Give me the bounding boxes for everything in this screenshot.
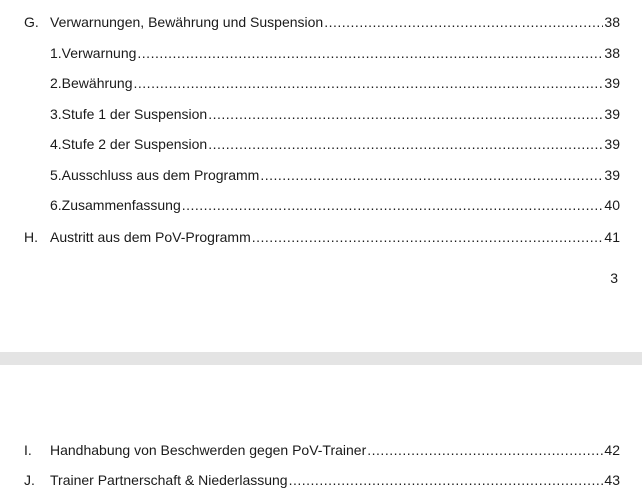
toc-entry-title: Handhabung von Beschwerden gegen PoV-Trainer	[50, 442, 367, 458]
toc-entry-title: Trainer Partnerschaft & Niederlassung	[50, 472, 288, 488]
toc-dot-leader	[260, 165, 603, 185]
toc-entry-g-4[interactable]	[50, 134, 620, 154]
toc-marker-j: J.	[24, 472, 35, 488]
toc-entry-title: 3.Stufe 1 der Suspension	[50, 106, 208, 122]
toc-entry-page: 39	[604, 106, 620, 122]
toc-dot-leader	[208, 104, 603, 124]
page-number: 3	[610, 270, 618, 286]
toc-dot-leader	[182, 195, 604, 215]
toc-entry-g-5[interactable]	[50, 165, 620, 185]
toc-entry-page: 41	[604, 229, 620, 245]
toc-marker-h: H.	[24, 229, 38, 245]
toc-entry-page: 40	[604, 197, 620, 213]
toc-marker-i: I.	[24, 442, 32, 458]
toc-dot-leader	[208, 134, 603, 154]
toc-entry-title: 2.Bewährung	[50, 75, 133, 91]
toc-dot-leader	[367, 440, 603, 460]
toc-entry-h[interactable]	[50, 227, 620, 247]
toc-entry-page: 43	[604, 472, 620, 488]
toc-dot-leader	[137, 43, 603, 63]
toc-marker-g: G.	[24, 14, 39, 30]
toc-entry-page: 39	[604, 136, 620, 152]
toc-entry-i[interactable]	[50, 440, 620, 460]
document-page-2	[0, 365, 642, 497]
toc-entry-page: 39	[604, 167, 620, 183]
toc-entry-g-3[interactable]	[50, 104, 620, 124]
toc-dot-leader	[324, 12, 603, 32]
toc-entry-page: 42	[604, 442, 620, 458]
toc-entry-g-6[interactable]	[50, 195, 620, 215]
toc-entry-title: 6.Zusammenfassung	[50, 197, 181, 213]
toc-dot-leader	[289, 470, 604, 490]
toc-entry-title: Austritt aus dem PoV-Programm	[50, 229, 251, 245]
toc-entry-page: 38	[604, 45, 620, 61]
toc-entry-g-1[interactable]	[50, 43, 620, 63]
toc-dot-leader	[134, 73, 604, 93]
toc-entry-title: 1.Verwarnung	[50, 45, 137, 61]
toc-dot-leader	[252, 227, 604, 247]
toc-entry-j[interactable]	[50, 470, 620, 490]
page-separator	[0, 352, 642, 365]
toc-entry-page: 39	[604, 75, 620, 91]
toc-entry-page: 38	[604, 14, 620, 30]
toc-entry-g-2[interactable]	[50, 73, 620, 93]
toc-entry-title: Verwarnungen, Bewährung und Suspension	[50, 14, 324, 30]
toc-entry-g[interactable]	[50, 12, 620, 32]
toc-entry-title: 4.Stufe 2 der Suspension	[50, 136, 208, 152]
toc-entry-title: 5.Ausschluss aus dem Programm	[50, 167, 260, 183]
